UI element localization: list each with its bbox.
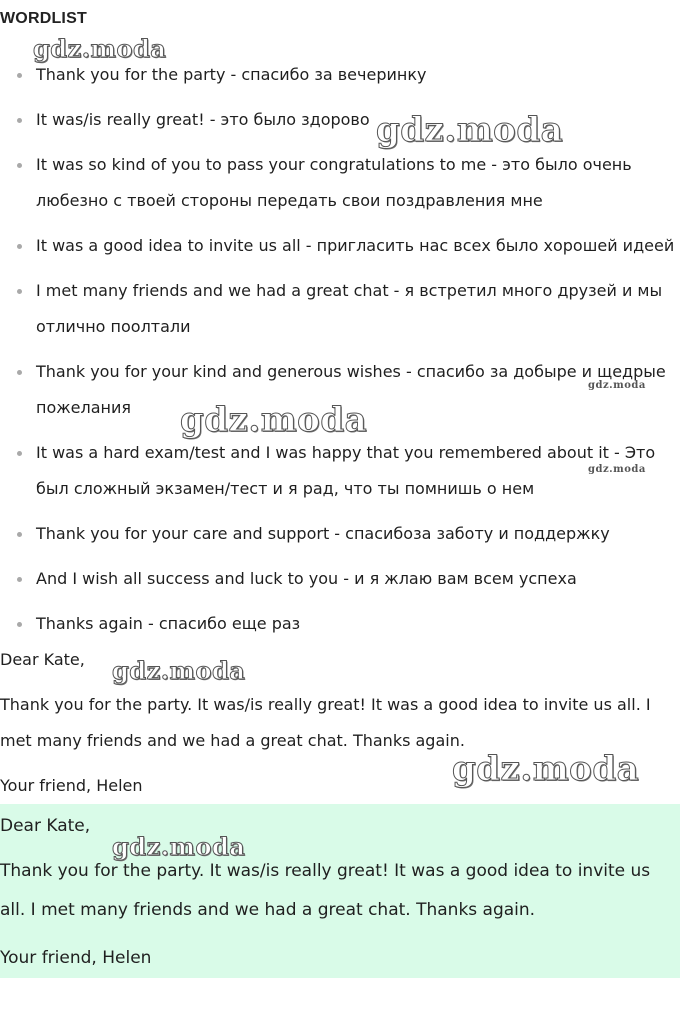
list-item: It was a hard exam/test and I was happy that you remembered about it - Это был сложный экзамен/тест и я рад, что ты помнишь о нем [0, 435, 680, 507]
list-item: Thank you for your care and support - спасибоза заботу и поддержку [0, 516, 680, 552]
wordlist [0, 57, 680, 651]
letter-body: Thank you for the party. It was/is really great! It was a good idea to invite us all. I met many friends and we had a great chat. Thanks again. [0, 695, 651, 750]
watermark-logo: gdz.moda [180, 400, 368, 440]
list-item: I met many friends and we had a great chat - я встретил много друзей и мы отлично поолтали [0, 273, 680, 345]
letter-signature: Your friend, Helen [0, 776, 143, 795]
page-heading: WORDLIST [0, 10, 87, 27]
watermark-logo: gdz.moda [112, 832, 246, 861]
list-item: It was/is really great! - это было здорово [0, 102, 680, 138]
list-item: It was a good idea to invite us all - пригласить нас всех было хорошей идеей [0, 228, 680, 264]
letter-greeting: Dear Kate, [0, 650, 85, 669]
letter-body: Thank you for the party. It was/is really great! It was a good idea to invite us all. I met many friends and we had a great chat. Thanks again. [0, 861, 651, 920]
letter-greeting: Dear Kate, [0, 816, 91, 836]
letter-plain [0, 642, 675, 804]
list-item: And I wish all success and luck to you - и я жлаю вам всем успеха [0, 561, 680, 597]
watermark-logo: gdz.moda [588, 464, 646, 475]
watermark-logo: gdz.moda [376, 110, 564, 150]
watermark-logo: gdz.moda [452, 749, 640, 789]
list-item: It was so kind of you to pass your congratulations to me - это было очень любезно с твоей стороны передать свои поздравления мне [0, 147, 680, 219]
letter-signature: Your friend, Helen [0, 948, 152, 968]
list-item: Thank you for your kind and generous wishes - спасибо за добыре и щедрые пожелания [0, 354, 680, 426]
list-item: Thank you for the party - спасибо за вечеринку [0, 57, 680, 93]
letter-highlighted-box [0, 804, 680, 978]
watermark-logo: gdz.moda [112, 656, 246, 685]
watermark-logo: gdz.moda [33, 34, 167, 63]
watermark-logo: gdz.moda [588, 380, 646, 391]
list-item: Thanks again - спасибо еще раз [0, 606, 680, 642]
